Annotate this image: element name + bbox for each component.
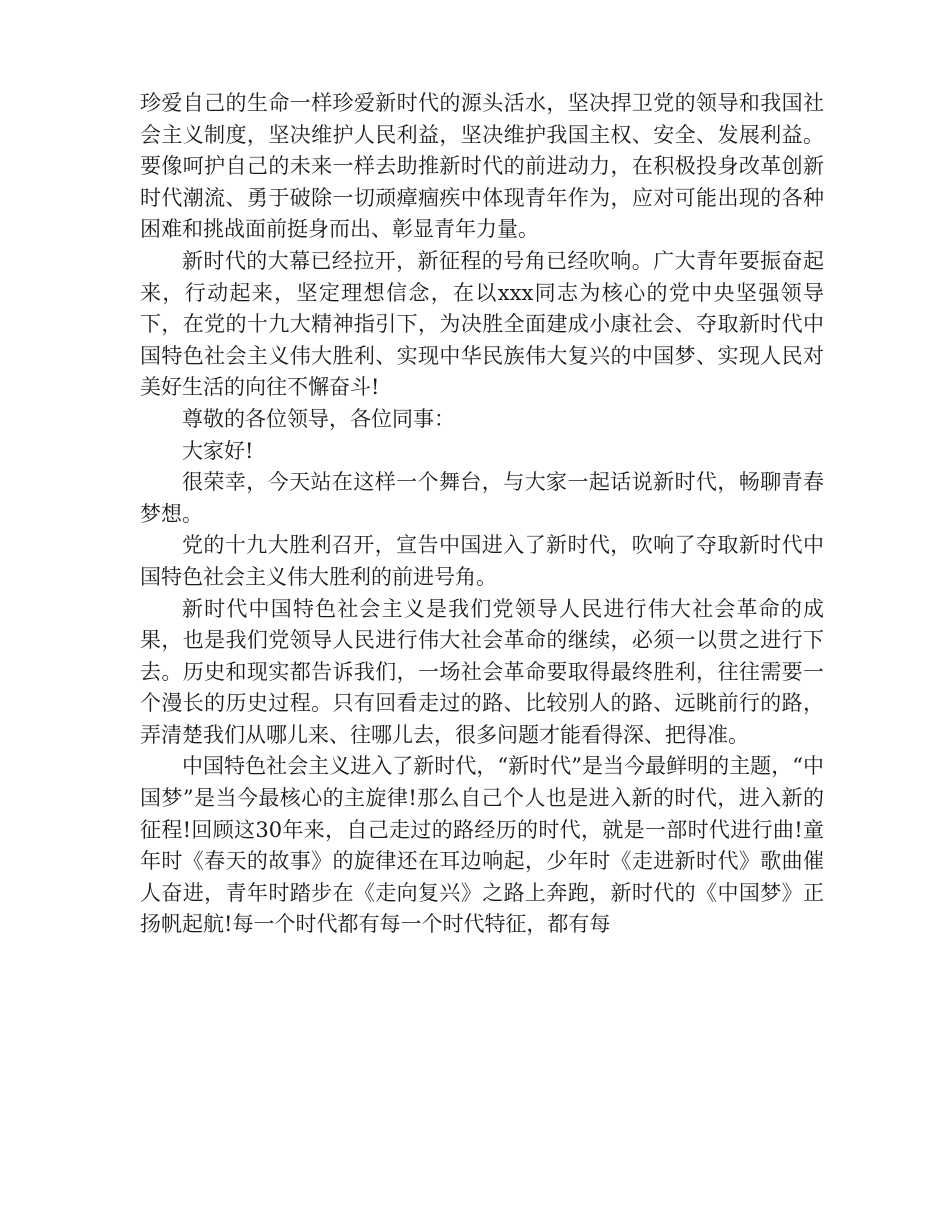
paragraph-new-era: 中国特色社会主义进入了新时代，“新时代”是当今最鲜明的主题，“中国梦”是当今最核心的主旋律!那么自己个人也是进入新的时代，进入新的征程!回顾这30年来，自己走过的路经历的时代，就是一部时代进行曲!童年时《春天的故事》的旋律还在耳边响起，少年时《走进新时代》歌曲催人奋进，青年时踏步在《走向复兴》之路上奔跑，新时代的《中国梦》正扬帆起航!每一个时代都有每一个时代特征，都有每 xyxy=(140,754,824,937)
document-page xyxy=(140,88,824,941)
paragraph-congress: 党的十九大胜利召开，宣告中国进入了新时代，吹响了夺取新时代中国特色社会主义伟大胜利的前进号角。 xyxy=(140,533,824,589)
greeting-all: 大家好! xyxy=(182,438,254,463)
paragraph-2: 新时代的大幕已经拉开，新征程的号角已经吹响。广大青年要振奋起来，行动起来，坚定理想信念，在以xxx同志为核心的党中央坚强领导下，在党的十九大精神指引下，为决胜全面建成小康社会、夺取新时代中国特色社会主义伟大胜利、实现中华民族伟大复兴的中国梦、实现人民对美好生活的向往不懈奋斗! xyxy=(140,248,824,400)
paragraph-honored: 很荣幸，今天站在这样一个舞台，与大家一起话说新时代，畅聊青春梦想。 xyxy=(140,470,824,526)
greeting-leaders: 尊敬的各位领导，各位同事： xyxy=(182,406,455,431)
paragraph-socialism: 新时代中国特色社会主义是我们党领导人民进行伟大社会革命的成果，也是我们党领导人民进行伟大社会革命的继续，必须一以贯之进行下去。历史和现实都告诉我们，一场社会革命要取得最终胜利，往往需要一个漫长的历史过程。只有回看走过的路、比较别人的路、远眺前行的路，弄清楚我们从哪儿来、往哪儿去，很多问题才能看得深、把得准。 xyxy=(140,596,824,747)
paragraph-1: 珍爱自己的生命一样珍爱新时代的源头活水，坚决捍卫党的领导和我国社会主义制度，坚决维护人民利益，坚决维护我国主权、安全、发展利益。要像呵护自己的未来一样去助推新时代的前进动力，在积极投身改革创新时代潮流、勇于破除一切顽瘴痼疾中体现青年作为，应对可能出现的各种困难和挑战面前挺身而出、彰显青年力量。 xyxy=(140,91,824,242)
